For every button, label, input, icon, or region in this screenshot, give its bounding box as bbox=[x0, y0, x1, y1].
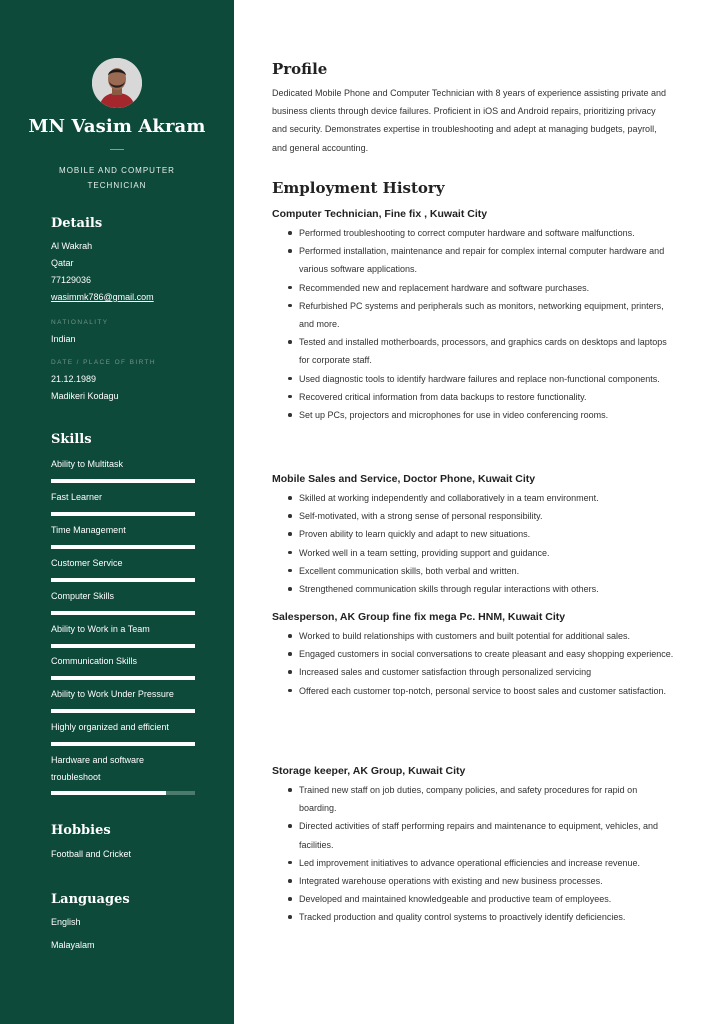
employment-heading: Employment History bbox=[272, 179, 445, 197]
job-2-bullets bbox=[272, 489, 676, 598]
hobbies-text: Football and Cricket bbox=[51, 849, 132, 859]
skill-bar-fill bbox=[51, 644, 195, 648]
list-item: Offered each customer top-notch, personal service to boost sales and customer satisfaction. bbox=[272, 682, 676, 700]
job-3-bullets bbox=[272, 627, 676, 700]
list-item: Recommended new and replacement hardware and software purchases. bbox=[272, 279, 676, 297]
sidebar bbox=[0, 0, 234, 1024]
job-title-1: Computer Technician, Fine fix , Kuwait City bbox=[272, 208, 488, 220]
list-item: Skilled at working independently and collaboratively in a team environment. bbox=[272, 489, 676, 507]
list-item: Recovered critical information from data backups to restore functionality. bbox=[272, 388, 676, 406]
skill-item bbox=[51, 588, 195, 605]
phone-number: 77129036 bbox=[51, 275, 92, 285]
skill-bar-fill bbox=[51, 791, 166, 795]
skill-bar-fill bbox=[51, 578, 195, 582]
job-title-3: Salesperson, AK Group fine fix mega Pc. HNM, Kuwait City bbox=[272, 611, 566, 623]
job-title: MOBILE AND COMPUTER TECHNICIAN bbox=[59, 166, 175, 190]
skill-bar-fill bbox=[51, 742, 195, 746]
details-heading: Details bbox=[51, 216, 103, 231]
list-item: Performed troubleshooting to correct computer hardware and software malfunctions. bbox=[272, 224, 676, 242]
list-item: Led improvement initiatives to advance operational efficiencies and increase revenue. bbox=[272, 854, 676, 872]
dob-label: DATE / PLACE OF BIRTH bbox=[51, 359, 157, 366]
list-item: Performed installation, maintenance and repair for complex internal computer hardware and various software applications. bbox=[272, 242, 676, 278]
skill-name: Computer Skills bbox=[51, 591, 115, 601]
skill-bar bbox=[51, 578, 195, 582]
candidate-name: MN Vasim Akram bbox=[28, 116, 206, 137]
list-item: Directed activities of staff performing repairs and maintenance to equipment, vehicles, and facilities. bbox=[272, 817, 676, 853]
skill-name: Highly organized and efficient bbox=[51, 722, 169, 732]
skill-name: Communication Skills bbox=[51, 656, 138, 666]
email-link[interactable]: wasimmk786@gmail.com bbox=[51, 292, 154, 302]
skill-name: Ability to Multitask bbox=[51, 459, 124, 469]
skill-bar-fill bbox=[51, 479, 195, 483]
skill-name: Fast Learner bbox=[51, 492, 103, 502]
list-item: Self-motivated, with a strong sense of personal responsibility. bbox=[272, 507, 676, 525]
skill-bar bbox=[51, 791, 195, 795]
skill-bar bbox=[51, 676, 195, 680]
list-item: Used diagnostic tools to identify hardware failures and replace non-functional components. bbox=[272, 370, 676, 388]
nationality-value: Indian bbox=[51, 334, 76, 344]
skill-name: Time Management bbox=[51, 525, 126, 535]
skill-name: Customer Service bbox=[51, 558, 123, 568]
skill-item bbox=[51, 653, 195, 670]
skill-name: Ability to Work in a Team bbox=[51, 624, 150, 634]
skill-bar-fill bbox=[51, 611, 195, 615]
job-title-4: Storage keeper, AK Group, Kuwait City bbox=[272, 765, 466, 777]
skill-name: Hardware and software troubleshoot bbox=[51, 755, 145, 782]
language-item: Malayalam bbox=[51, 940, 95, 950]
name-divider bbox=[110, 149, 124, 150]
skill-bar-fill bbox=[51, 545, 195, 549]
skill-bar bbox=[51, 709, 195, 713]
skill-bar bbox=[51, 644, 195, 648]
list-item: Tracked production and quality control systems to proactively identify deficiencies. bbox=[272, 908, 676, 926]
skill-bar bbox=[51, 611, 195, 615]
list-item: Tested and installed motherboards, processors, and graphics cards on desktops and laptops for corporate staff. bbox=[272, 333, 676, 369]
skill-bar bbox=[51, 512, 195, 516]
list-item: Increased sales and customer satisfaction through personalized servicing bbox=[272, 663, 676, 681]
skill-bar bbox=[51, 742, 195, 746]
address-line1: Al Wakrah bbox=[51, 241, 93, 251]
job-4-bullets bbox=[272, 781, 676, 927]
job-1-bullets bbox=[272, 224, 676, 424]
skill-item bbox=[51, 752, 195, 786]
list-item: Proven ability to learn quickly and adapt to new situations. bbox=[272, 525, 676, 543]
list-item: Strengthened communication skills through regular interactions with others. bbox=[272, 580, 676, 598]
skill-item bbox=[51, 555, 195, 572]
dob-value: 21.12.1989 bbox=[51, 374, 97, 384]
list-item: Set up PCs, projectors and microphones for use in video conferencing rooms. bbox=[272, 406, 676, 424]
skill-bar-fill bbox=[51, 512, 195, 516]
list-item: Worked well in a team setting, providing support and guidance. bbox=[272, 544, 676, 562]
language-item: English bbox=[51, 917, 81, 927]
address-line2: Qatar bbox=[51, 258, 74, 268]
skill-bar-fill bbox=[51, 709, 195, 713]
list-item: Trained new staff on job duties, company policies, and safety procedures for rapid on boarding. bbox=[272, 781, 676, 817]
list-item: Engaged customers in social conversations to create pleasant and easy shopping experience. bbox=[272, 645, 676, 663]
skill-item bbox=[51, 456, 195, 473]
list-item: Worked to build relationships with customers and built potential for additional sales. bbox=[272, 627, 676, 645]
nationality-label: NATIONALITY bbox=[51, 319, 109, 326]
birthplace-value: Madikeri Kodagu bbox=[51, 391, 119, 401]
skill-item bbox=[51, 522, 195, 539]
skill-item bbox=[51, 719, 195, 736]
avatar-photo bbox=[92, 58, 142, 108]
list-item: Integrated warehouse operations with existing and new business processes. bbox=[272, 872, 676, 890]
skill-name: Ability to Work Under Pressure bbox=[51, 689, 174, 699]
profile-heading: Profile bbox=[272, 60, 328, 78]
job-title-2: Mobile Sales and Service, Doctor Phone, Kuwait City bbox=[272, 473, 536, 485]
hobbies-heading: Hobbies bbox=[51, 823, 111, 838]
avatar bbox=[92, 58, 142, 108]
skill-item bbox=[51, 489, 195, 506]
list-item: Developed and maintained knowledgeable and productive team of employees. bbox=[272, 890, 676, 908]
skill-bar bbox=[51, 479, 195, 483]
languages-heading: Languages bbox=[51, 892, 130, 907]
profile-text: Dedicated Mobile Phone and Computer Technician with 8 years of experience assisting private and business clients through device failures. Proficient in iOS and Android repairs, prioritizing privacy and security. Demonstrates expertise in troubleshooting and adept at managing budgets, payroll, and general accounting. bbox=[272, 88, 667, 153]
list-item: Excellent communication skills, both verbal and written. bbox=[272, 562, 676, 580]
skill-bar bbox=[51, 545, 195, 549]
list-item: Refurbished PC systems and peripherals such as monitors, networking equipment, printers, and more. bbox=[272, 297, 676, 333]
skill-item bbox=[51, 686, 195, 703]
skill-bar-fill bbox=[51, 676, 195, 680]
skills-heading: Skills bbox=[51, 432, 92, 447]
skill-item bbox=[51, 621, 195, 638]
